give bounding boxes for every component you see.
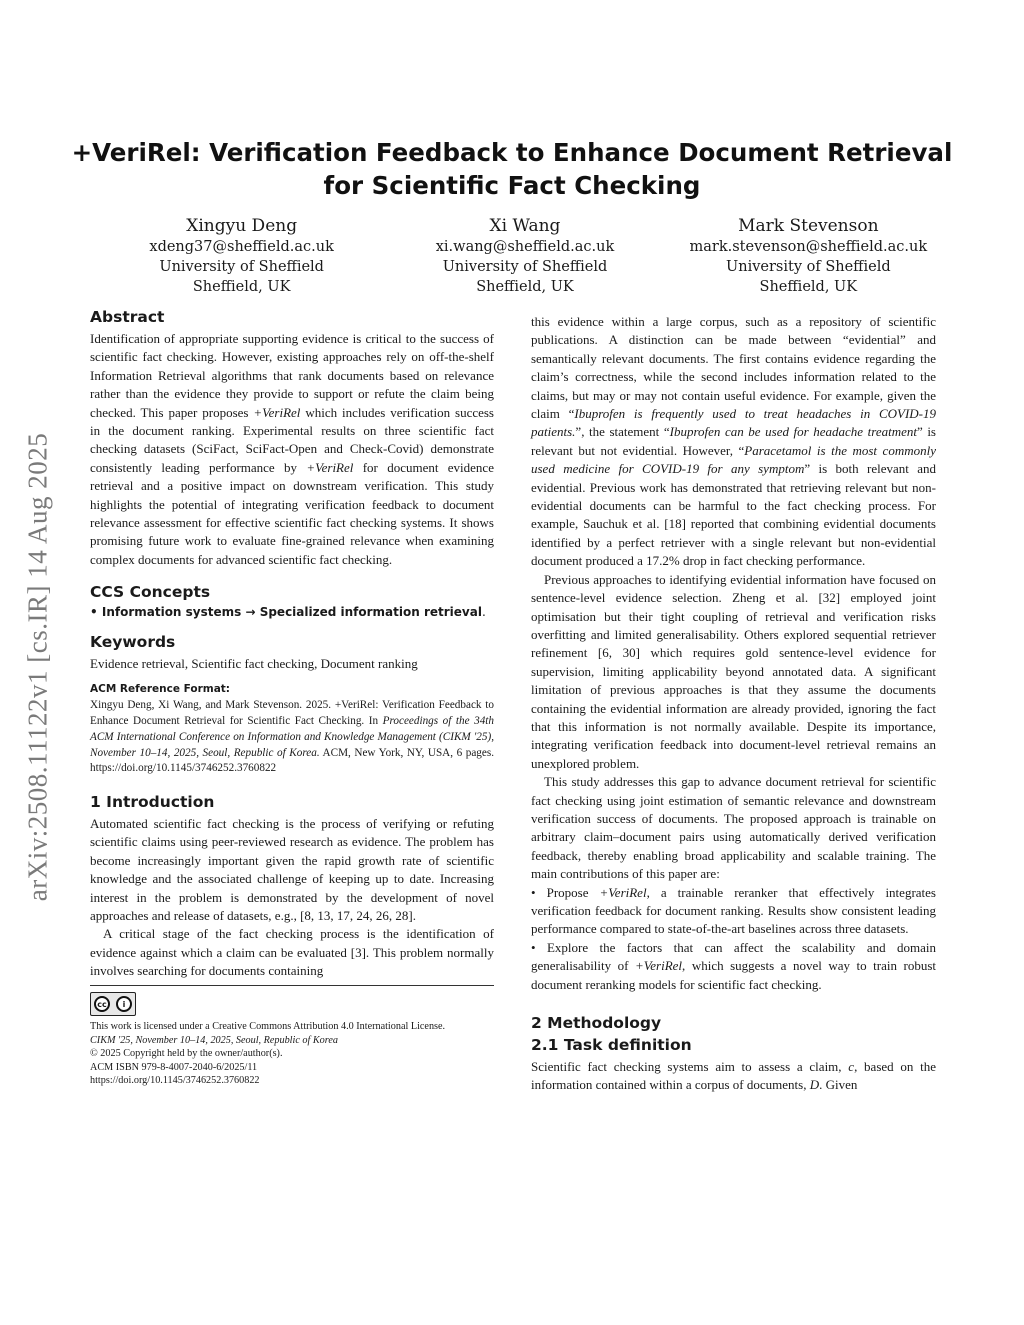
paper-title [60,136,964,202]
contribution-2: • Explore the factors that can affect the scalability and domain generalisability of +VeriRel, which suggests a novel way to train robust document reranking models for scientific fact checking. [531,939,936,992]
ccs-concepts: • Information systems → Specialized information retrieval. [90,605,486,620]
author-name: Xingyu Deng [186,216,298,236]
license-line: This work is licensed under a Creative Commons Attribution 4.0 International License. [90,1021,446,1033]
author-location: Sheffield, UK [192,279,291,295]
abstract-heading: Abstract [90,308,165,326]
keywords-heading: Keywords [90,633,176,652]
left-column [90,308,494,1088]
author-name: Xi Wang [489,216,561,236]
ccs-heading: CCS Concepts [90,583,211,602]
arxiv-identifier: arXiv:2508.11122v1 [cs.IR] 14 Aug 2025 [22,432,53,902]
intro-paragraph-5: This study addresses this gap to advance document retrieval for scientific fact checking using joint estimation of semantic relevance and downstream verification success of documents. The proposed approach is trainable on arbitrary claim–document pairs using automatically derived verification feedback, thereby enabling broad applicability and scalable training. The main contributions of this paper are: [531,774,936,882]
intro-paragraph-2: A critical stage of the fact checking process is the identification of evidence against which a claim can be evaluated [3]. This problem normally involves searching for documents containing [90,926,494,979]
abstract-text: Identification of appropriate supporting evidence is critical to the success of scientific fact checking. However, existing approaches rely on off-the-shelf Information Retrieval algorithms that rank documents based on relevance rather than the evidence they provide to support or refute the claim being checked. This paper proposes +VeriRel which includes verification success in the document ranking. Experimental results on three scientific fact checking datasets (SciFact, SciFact-Open and Check-Covid) demonstrate consistently leading performance by +VeriRel for document evidence retrieval and a positive impact on downstream verification. This study highlights the potential of integrating verification feedback to document relevance assessment for effective scientific fact checking systems. It shows promising future work to evaluate fine-grained relevance when examining complex documents for advanced scientific fact checking. [90,331,494,567]
author-email: xi.wang@sheffield.ac.uk [435,239,615,255]
author-email: mark.stevenson@sheffield.ac.uk [689,239,928,255]
subsection-task-definition-heading: 2.1 Task definition [531,1036,692,1055]
task-definition-paragraph: Scientific fact checking systems aim to assess a claim, c, based on the information contained within a corpus of documents, D. Given [531,1059,936,1093]
copyright-line: © 2025 Copyright held by the owner/author(s). [90,1048,283,1060]
author-1 [100,215,383,297]
author-block [100,215,950,297]
title-line-2: for Scientific Fact Checking [323,171,701,200]
title-line-1: +VeriRel: Verification Feedback to Enhance Document Retrieval [71,138,953,167]
license-block [90,1020,494,1088]
right-column [531,313,936,1095]
author-affiliation: University of Sheffield [442,259,608,275]
isbn-line: ACM ISBN 979-8-4007-2040-6/2025/11 [90,1061,258,1073]
author-location: Sheffield, UK [759,279,858,295]
creative-commons-icon [90,992,136,1016]
author-affiliation: University of Sheffield [726,259,891,275]
intro-paragraph-3: this evidence within a large corpus, such as a repository of scientific publications. A distinction can be made between “evidential” and semantically relevant documents. The first contains evidence regarding the claim’s correctness, while the second includes information related to the claims, but may or may not contain useful evidence. For example, given the claim “Ibuprofen is frequently used to treat headaches in COVID-19 patients.”, the statement “Ibuprofen can be used for headache treatment” is relevant but not evidential. However, “Paracetamol is the most commonly used medicine for COVID-19 for any symptom” is both relevant and evidential. Previous work has demonstrated that retrieving relevant but non-evidential documents can be harmful to the fact checking process. For example, Sauchuk et al. [18] reported that combining evidential documents identified by a perfect retriever with a single relevant but non-evidential document produced a 17.2% drop in fact checking performance. [531,314,936,569]
author-location: Sheffield, UK [476,279,574,295]
doi-line: https://doi.org/10.1145/3746252.3760822 [90,1075,260,1087]
author-2 [383,215,666,297]
intro-paragraph-4: Previous approaches to identifying evidential information have focused on sentence-level evidence selection. Zheng et al. [32] employed joint optimisation but their tight coupling of retrieval and verification risks overfitting and limited generalisability. Others explored sequential retriever refinement [6, 30] which requires gold sentence-level evidence for supervision, limiting applicability beyond annotated data. A significant limitation of previous approaches is that they assume the documents containing the evidential information are already provided, ignoring the fact that this information is not normally available. Despite its importance, integrating verification feedback into document-level retrieval remains an unexplored problem. [531,571,936,771]
attribution-icon: i [116,996,132,1012]
acm-ref-text: Xingyu Deng, Xi Wang, and Mark Stevenson. 2025. +VeriRel: Verification Feedback to Enhance Document Retrieval for Scientific Fact Checking. In Proceedings of the 34th ACM International Conference on Information and Knowledge Management (CIKM '25), November 10–14, 2025, Seoul, Republic of Korea. ACM, New York, NY, USA, 6 pages. https://doi.org/10.1145/3746252.3760822 [90,699,494,775]
author-affiliation: University of Sheffield [159,259,324,275]
cc-by-badge [90,992,494,1017]
arxiv-sidebar [8,375,68,960]
author-name: Mark Stevenson [738,216,879,236]
acm-ref-heading: ACM Reference Format: [90,682,230,695]
keywords-text: Evidence retrieval, Scientific fact checking, Document ranking [90,656,418,672]
footnote-rule [90,985,494,986]
section-introduction-heading: 1 Introduction [90,792,215,811]
section-methodology-heading: 2 Methodology [531,1014,662,1033]
author-email: xdeng37@sheffield.ac.uk [149,239,334,255]
venue-line: CIKM '25, November 10–14, 2025, Seoul, Republic of Korea [90,1034,338,1046]
cc-logo-icon: cc [94,996,110,1012]
author-3 [667,215,950,297]
intro-paragraph-1: Automated scientific fact checking is the process of verifying or refuting scientific claims using peer-reviewed research as evidence. The problem has become increasingly important given the rapid growth rate of scientific knowledge and the associated challenge of keeping up to date. Increasing interest in the problem is demonstrated by the development of novel approaches and release of datasets, e.g., [8, 13, 17, 24, 26, 28]. [90,815,494,923]
contribution-1: • Propose +VeriRel, a trainable reranker that effectively integrates verification feedback for document ranking. Results show consistent leading performance compared to state-of-the-art baselines across three datasets. [531,884,936,937]
